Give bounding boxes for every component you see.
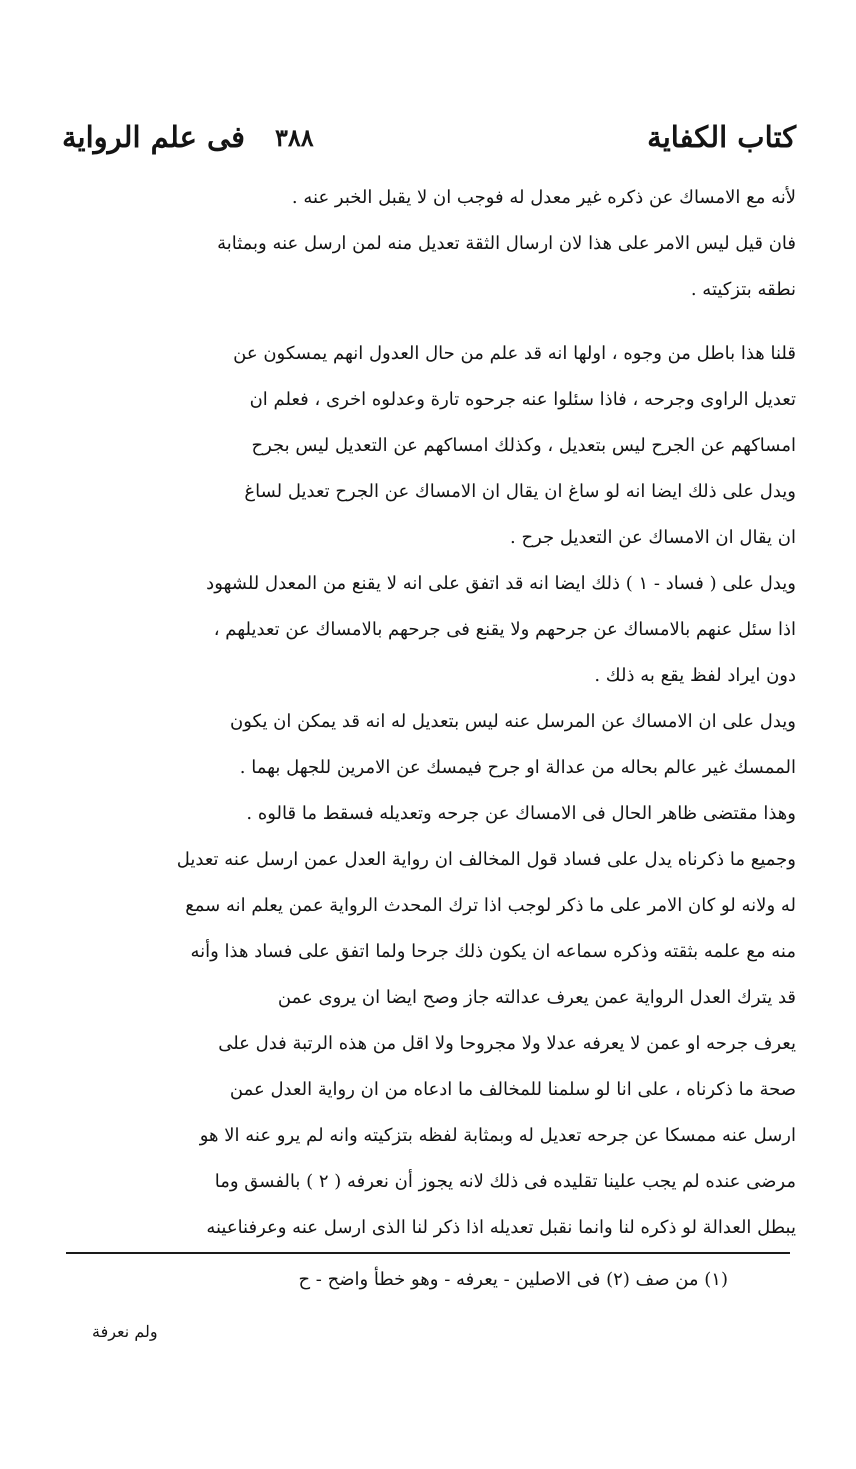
text-line: وهذا مقتضى ظاهر الحال فى الامساك عن جرحه وتعديله فسقط ما قالوه . (246, 803, 796, 824)
text-line: ويدل على ( فساد - ١ ) ذلك ايضا انه قد اتفق على انه لا يقنع من المعدل للشهود (206, 573, 796, 594)
footnote-divider (66, 1252, 790, 1254)
handwritten-margin-note: ولم نعرفة (92, 1322, 158, 1341)
text-line: يبطل العدالة لو ذكره لنا وانما نقبل تعديله اذا ذكر لنا الذى ارسل عنه وعرفناعينه (206, 1217, 796, 1238)
main-text (58, 178, 796, 1254)
header-left-group (62, 120, 314, 154)
text-line: نطقه بتزكيته . (690, 279, 796, 300)
text-line: قد يترك العدل الرواية عمن يعرف عدالته جاز وصح ايضا ان يروى عمن (277, 987, 796, 1008)
text-line: فان قيل ليس الامر على هذا لان ارسال الثقة تعديل منه لمن ارسل عنه وبمثابة (217, 233, 796, 254)
text-line: ويدل على ان الامساك عن المرسل عنه ليس بتعديل له انه قد يمكن ان يكون (229, 711, 796, 732)
text-line: ان يقال ان الامساك عن التعديل جرح . (510, 527, 796, 548)
text-line: منه مع علمه بثقته وذكره سماعه ان يكون ذلك جرحا ولما اتفق على فساد هذا وأنه (190, 941, 796, 962)
header-book-title: كتاب الكفاية (647, 120, 796, 154)
text-line: اذا سئل عنهم بالامساك عن جرحهم ولا يقنع فى جرحهم بالامساك عن تعديلهم ، (213, 619, 796, 640)
text-line: له ولانه لو كان الامر على ما ذكر لوجب اذا ترك المحدث الرواية عمن يعلم انه سمع (185, 895, 796, 916)
text-line: الممسك غير عالم بحاله من عدالة او جرح فيمسك عن الامرين للجهل بهما . (239, 757, 796, 778)
page-number: ٣٨٨ (275, 122, 314, 152)
text-line: امساكهم عن الجرح ليس بتعديل ، وكذلك امساكهم عن التعديل ليس بجرح (251, 435, 796, 456)
text-line: دون ايراد لفظ يقع به ذلك . (594, 665, 796, 686)
text-line: ويدل على ذلك ايضا انه لو ساغ ان يقال ان الامساك عن الجرح تعديل لساغ (244, 481, 796, 502)
text-line: وجميع ما ذكرناه يدل على فساد قول المخالف ان رواية العدل عمن ارسل عنه تعديل (176, 849, 796, 870)
footnote: (١) من صف (٢) فى الاصلين - يعرفه - وهو خطأ واضح - ح (298, 1269, 728, 1290)
running-header (62, 112, 796, 162)
text-line: قلنا هذا باطل من وجوه ، اولها انه قد علم من حال العدول انهم يمسكون عن (233, 343, 796, 364)
text-line: صحة ما ذكرناه ، على انا لو سلمنا للمخالف ما ادعاه من ان رواية العدل عمن (229, 1079, 796, 1100)
text-line: تعديل الراوى وجرحه ، فاذا سئلوا عنه جرحوه تارة وعدلوه اخرى ، فعلم ان (249, 389, 796, 410)
text-line: يعرف جرحه او عمن لا يعرفه عدلا ولا مجروحا ولا اقل من هذه الرتبة فدل على (218, 1033, 796, 1054)
text-line: مرضى عنده لم يجب علينا تقليده فى ذلك لانه يجوز أن نعرفه ( ٢ ) بالفسق وما (214, 1171, 796, 1192)
text-line: لأنه مع الامساك عن ذكره غير معدل له فوجب ان لا يقبل الخبر عنه . (291, 187, 796, 208)
text-line: ارسل عنه ممسكا عن جرحه تعديل له وبمثابة لفظه بتزكيته وانه لم يرو عنه الا هو (199, 1125, 796, 1146)
header-subtitle: فى علم الرواية (62, 120, 246, 154)
